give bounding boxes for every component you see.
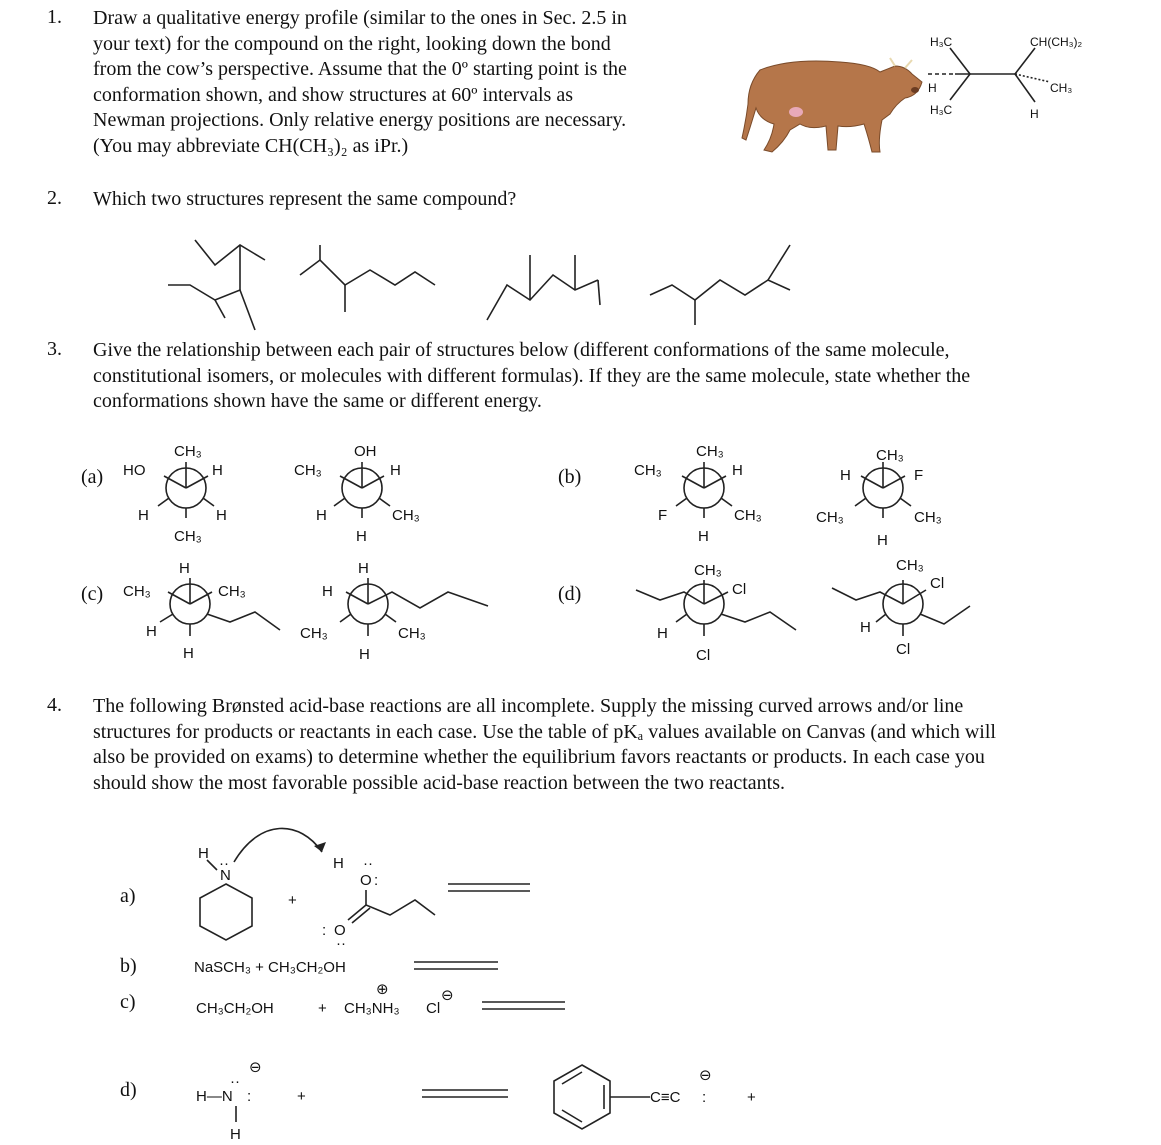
negative-charge: ⊖ xyxy=(699,1067,712,1084)
label-h: H xyxy=(230,1126,241,1143)
label-ch3: CH₃ xyxy=(123,583,151,600)
label-ch3: CH₃ xyxy=(174,528,202,545)
label-h: H xyxy=(183,645,194,662)
label-ch3: CH₃ xyxy=(876,447,904,464)
reaction-c-reactant-2: CH₃NH₃ xyxy=(344,1000,400,1017)
equilibrium-arrow-b xyxy=(414,962,498,969)
q1-line: Draw a qualitative energy profile (similar to the ones in Sec. 2.5 in xyxy=(93,7,627,29)
label-ch3: CH₃ xyxy=(694,562,722,579)
label-h: H xyxy=(356,528,367,545)
q1-line: conformation shown, and show structures at 60º intervals as xyxy=(93,83,573,106)
lone-pair: ·· xyxy=(219,855,229,872)
label-h: H xyxy=(322,583,333,600)
lone-pair: : xyxy=(247,1088,252,1105)
q4-line: should show the most favorable possible acid-base reaction between the two reactants. xyxy=(93,771,786,794)
label-h: H xyxy=(840,467,851,484)
equilibrium-arrow-d xyxy=(422,1090,508,1097)
reaction-a-label: a) xyxy=(120,885,136,907)
label-h: H xyxy=(390,462,401,479)
label-f: F xyxy=(914,467,924,484)
label-h: H xyxy=(359,646,370,663)
q4-number: 4. xyxy=(47,694,62,716)
label-ch3: CH₃ xyxy=(300,625,328,642)
label-ch3: CH₃ xyxy=(218,583,246,600)
lone-pair: : xyxy=(374,872,379,889)
label-ch3-right: CH₃ xyxy=(1050,81,1073,95)
lone-pair: : xyxy=(322,922,327,939)
label-h-left: H xyxy=(928,81,937,95)
label-ch3: CH₃ xyxy=(816,509,844,526)
label-oh: OH xyxy=(354,443,377,460)
lone-pair: ·· xyxy=(363,855,373,872)
q4-line: The following Brønsted acid-base reactions are all incomplete. Supply the missing curved arrows and/or line xyxy=(93,695,964,717)
amide-anion xyxy=(196,1059,262,1143)
newman-a2 xyxy=(294,443,420,545)
label-ch3: CH₃ xyxy=(896,557,924,574)
label-h: H xyxy=(860,619,871,636)
label-ch3: CH₃ xyxy=(398,625,426,642)
equilibrium-arrow-a xyxy=(448,884,530,891)
q2-structure-2 xyxy=(300,245,435,312)
q1-line: from the cow’s perspective. Assume that the 0º starting point is the xyxy=(93,58,627,80)
q3-line: Give the relationship between each pair of structures below (different conformations of the same molecule, xyxy=(93,339,950,361)
label-h: H xyxy=(198,845,209,862)
q4-line: also be provided on exams) to determine whether the equilibrium favors reactants or products. In each case you xyxy=(93,746,985,768)
q2-text: Which two structures represent the same compound? xyxy=(93,188,517,210)
q1-line: (You may abbreviate CH(CH₃)₂ as iPr.) xyxy=(93,134,409,157)
part-c-label: (c) xyxy=(81,583,104,605)
q1-line: your text) for the compound on the right, looking down the bond xyxy=(93,32,611,55)
newman-b2 xyxy=(816,447,942,549)
label-h: H xyxy=(216,507,227,524)
propanoic-acid xyxy=(322,855,435,952)
q3-line: conformations shown have the same or different energy. xyxy=(93,390,542,412)
label-o: O xyxy=(334,922,346,939)
label-ch3: CH₃ xyxy=(914,509,942,526)
q3-number: 3. xyxy=(47,338,62,360)
label-ch3: CH₃ xyxy=(174,443,202,460)
plus-sign: + xyxy=(318,1000,327,1017)
label-cl: Cl xyxy=(930,575,945,592)
plus-sign: + xyxy=(288,892,297,909)
label-ch3: CH₃ xyxy=(392,507,420,524)
reaction-c-label: c) xyxy=(120,991,136,1013)
positive-charge: ⊕ xyxy=(376,981,389,998)
label-cl: Cl xyxy=(696,647,711,664)
label-isopropyl: CH(CH₃)₂ xyxy=(1030,35,1083,49)
cow-illustration xyxy=(742,58,922,152)
label-alkyne: C≡C xyxy=(650,1089,681,1106)
label-ch3: CH₃ xyxy=(634,462,662,479)
label-cl: Cl xyxy=(732,581,747,598)
newman-a1 xyxy=(123,443,227,545)
lone-pair: : xyxy=(702,1089,707,1106)
newman-c2 xyxy=(300,560,488,663)
lone-pair: ·· xyxy=(336,935,346,952)
curved-arrow xyxy=(234,828,322,862)
plus-sign: + xyxy=(747,1089,756,1106)
sawhorse-structure xyxy=(928,35,1083,121)
lone-pair: ·· xyxy=(230,1073,240,1090)
reaction-c-reactant-1: CH₃CH₂OH xyxy=(196,1000,274,1017)
newman-b1 xyxy=(634,443,762,545)
q4-line: structures for products or reactants in each case. Use the table of pKₐ values available on Canvas (and which will xyxy=(93,720,996,743)
label-ch3: CH₃ xyxy=(734,507,762,524)
phenylacetylide xyxy=(554,1065,712,1129)
part-b-label: (b) xyxy=(558,466,582,488)
label-h: H xyxy=(657,625,668,642)
label-o: O xyxy=(360,872,372,889)
piperidine xyxy=(198,845,252,940)
label-h: H xyxy=(333,855,344,872)
q2-structure-3 xyxy=(487,255,600,320)
negative-charge: ⊖ xyxy=(441,987,454,1004)
equilibrium-arrow-c xyxy=(482,1002,565,1009)
label-cl: Cl xyxy=(896,641,911,658)
reaction-b-text: NaSCH₃ + CH₃CH₂OH xyxy=(194,959,346,976)
reaction-b-label: b) xyxy=(120,955,137,977)
reaction-d-label: d) xyxy=(120,1079,137,1101)
label-h3c-bottom: H₃C xyxy=(930,103,953,117)
label-h: H xyxy=(146,623,157,640)
q2-structure-4 xyxy=(650,245,790,325)
label-ch3: CH₃ xyxy=(696,443,724,460)
q1-line: Newman projections. Only relative energy positions are necessary. xyxy=(93,109,627,131)
q1-number: 1. xyxy=(47,6,62,28)
label-h: H xyxy=(877,532,888,549)
part-d-label: (d) xyxy=(558,583,582,605)
label-h3c-top: H₃C xyxy=(930,35,953,49)
label-h: H xyxy=(698,528,709,545)
newman-d2 xyxy=(832,557,970,658)
q3-line: constitutional isomers, or molecules with different formulas). If they are the same molecule, state whether the xyxy=(93,364,971,387)
label-ch3: CH₃ xyxy=(294,462,322,479)
q2-structure-1 xyxy=(168,240,265,330)
label-h: H xyxy=(179,560,190,577)
label-f: F xyxy=(658,507,668,524)
q2-number: 2. xyxy=(47,187,62,209)
chloride-anion: Cl xyxy=(426,1000,441,1017)
label-h-bottom: H xyxy=(1030,107,1039,121)
label-n: N xyxy=(220,867,231,884)
newman-c1 xyxy=(123,560,280,662)
label-h: H xyxy=(316,507,327,524)
plus-sign: + xyxy=(297,1088,306,1105)
part-a-label: (a) xyxy=(81,466,104,488)
label-hn: H—N xyxy=(196,1088,233,1105)
negative-charge: ⊖ xyxy=(249,1059,262,1076)
label-h: H xyxy=(732,462,743,479)
label-ho: HO xyxy=(123,462,146,479)
label-h: H xyxy=(358,560,369,577)
label-h: H xyxy=(212,462,223,479)
newman-d1 xyxy=(636,562,796,664)
label-h: H xyxy=(138,507,149,524)
